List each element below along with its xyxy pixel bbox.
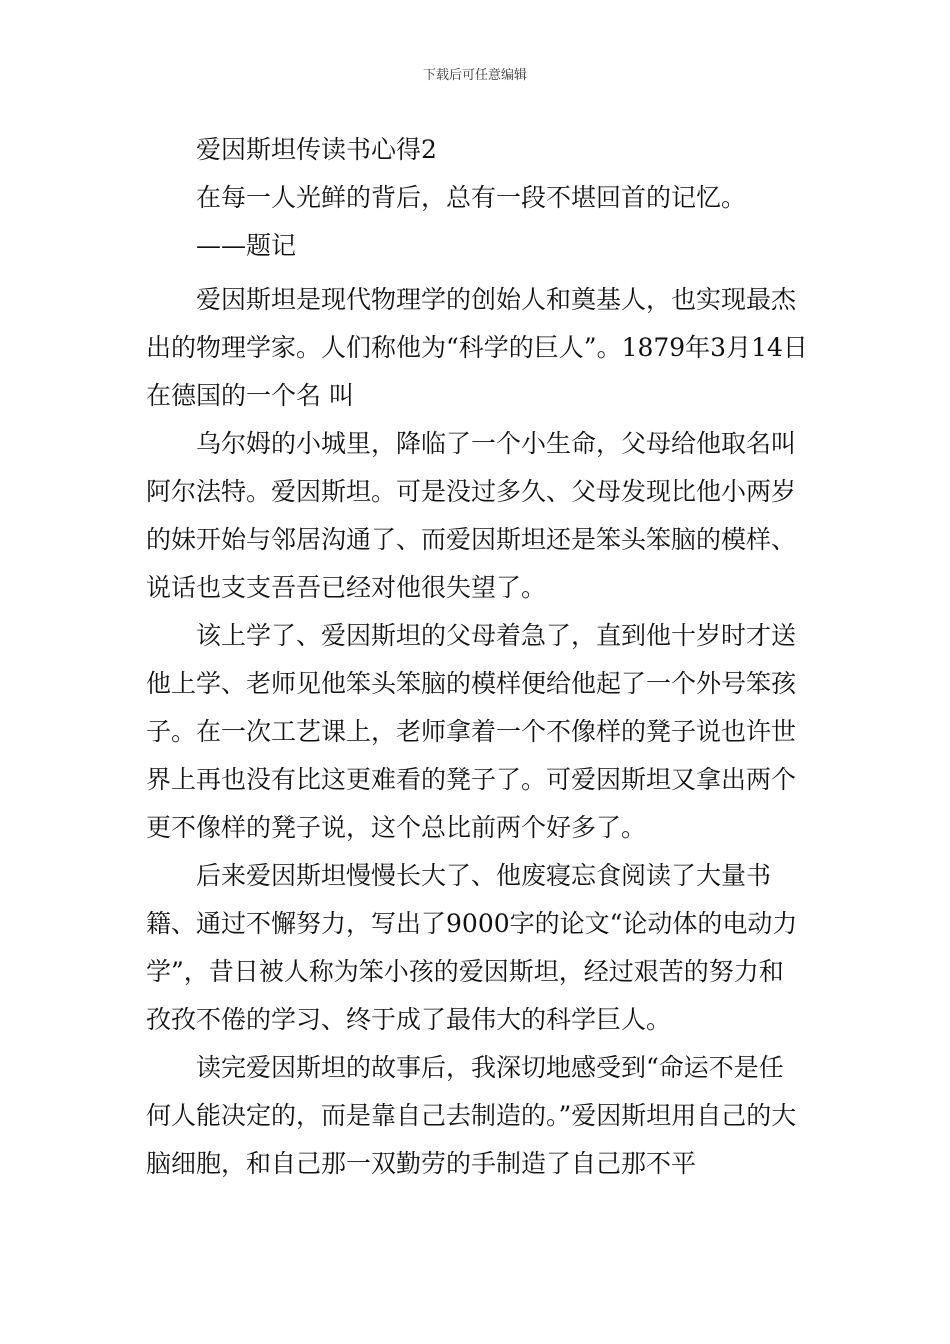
paragraph-1: 爱因斯坦是现代物理学的创始人和奠基人，也实现最杰出的物理学家。人们称他为“科学的巨人”。1879年3月14日在德国的一个名 叫 (146, 285, 808, 410)
paragraph-4: 后来爱因斯坦慢慢长大了、他废寝忘食阅读了大量书籍、通过不懈努力，写出了9000字的论文“论动体的电动力学”，昔日被人称为笨小孩的爱因斯坦，经过艰苦的努力和孜孜不倦的学习、终于成了最伟大的科学巨人。 (146, 861, 798, 1034)
epigraph-attribution: ——题记 (196, 231, 297, 260)
paragraph-2: 乌尔姆的小城里，降临了一个小生命，父母给他取名叫阿尔法特。爱因斯坦。可是没过多久、父母发现比他小两岁的妹开始与邻居沟通了、而爱因斯坦还是笨头笨脑的模样、说话也支支吾吾已经对他很失望了。 (146, 429, 797, 602)
paragraph-5: 读完爱因斯坦的故事后，我深切地感受到“命运不是任何人能决定的，而是靠自己去制造的。”爱因斯坦用自己的大脑细胞，和自己那一双勤劳的手制造了自己那不平 (146, 1053, 797, 1178)
page-header-note: 下载后可任意编辑 (422, 68, 527, 83)
paragraph-3: 该上学了、爱因斯坦的父母着急了，直到他十岁时才送他上学、老师见他笨头笨脑的模样便给他起了一个外号笨孩子。在一次工艺课上，老师拿着一个不像样的凳子说也许世界上再也没有比这更难看的凳子了。可爱因斯坦又拿出两个更不像样的凳子说，这个总比前两个好多了。 (146, 621, 797, 842)
document-title: 爱因斯坦传读书心得2 (196, 135, 437, 164)
epigraph: 在每一人光鲜的背后，总有一段不堪回首的记忆。 (196, 183, 747, 212)
document-body (146, 126, 808, 1188)
